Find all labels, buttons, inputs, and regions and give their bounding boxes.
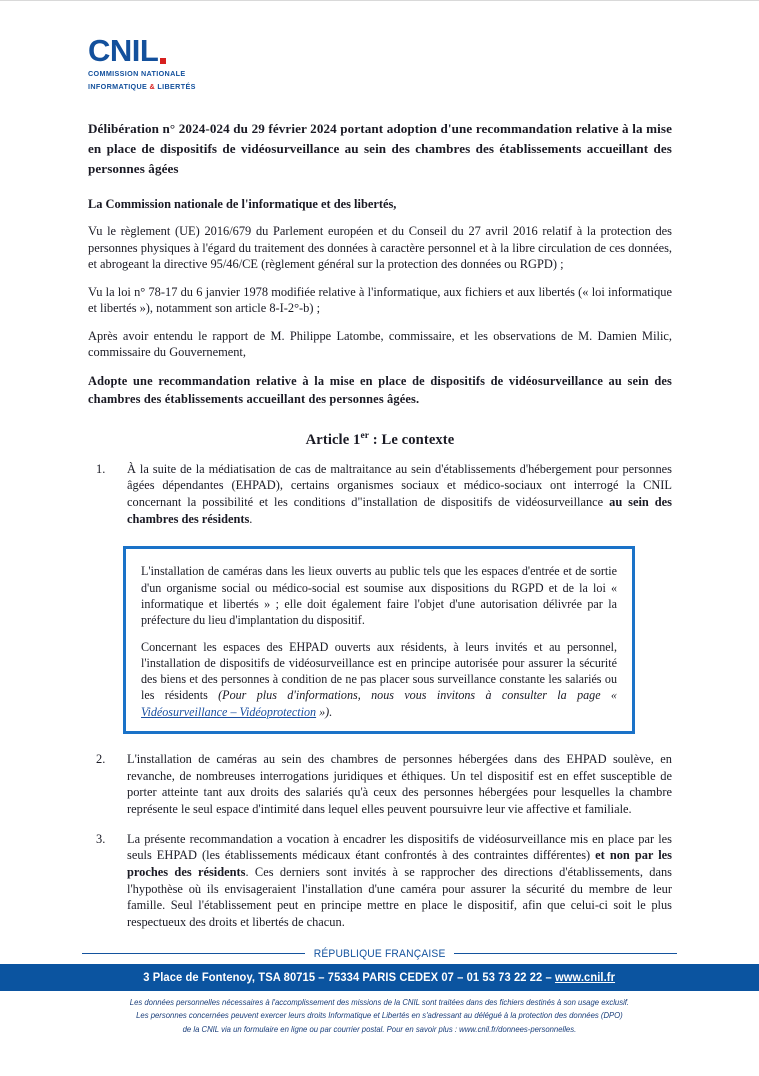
logo-subtitle-line-2-after: LIBERTÉS — [155, 82, 196, 92]
list-item-3-text-after: . Ces derniers sont invités à se rapprocher des directions d'établissements, dans l'hypothèse où ils envisageraient l'installation d'une caméra pour assurer la sécurité du membre de leur famille. Seul l'établissement peut en principe mettre en place le dispositif, afin que celui-ci soit le plus respectueux des droits et libertés de chacun. — [127, 864, 672, 929]
article-heading-superscript: er — [360, 430, 370, 441]
page-footer — [0, 948, 759, 1076]
fineprint-line-3: de la CNIL via un formulaire en ligne ou par courrier postal. Pour en savoir plus : www.cnil.fr/donnees-personnelles. — [182, 1023, 577, 1034]
list-item-3-text-before: La présente recommandation a vocation à encadrer les dispositifs de vidéosurveillance mis en place par les seuls EHPAD (les établissements médicaux étant confrontés à des contraintes différentes) — [127, 831, 672, 863]
videosurveillance-link[interactable]: Vidéosurveillance – Vidéoprotection — [141, 704, 317, 719]
logo-ampersand: & — [149, 82, 156, 92]
footer-address-inner — [144, 970, 616, 984]
cnil-logo — [88, 35, 208, 92]
callout-paragraph-2-before: Concernant les espaces des EHPAD ouverts aux résidents, à leurs invités et au personnel, l'installation de dispositifs de vidéosurveillance est en principe autorisée pour assurer la sécurité des biens et des personnes à condition de ne pas placer sous surveillance constante les salariés ou les résidents — [141, 639, 617, 703]
recital-1: Vu le règlement (UE) 2016/679 du Parlement européen et du Conseil du 27 avril 2016 relatif à la protection des personnes physiques à l'égard du traitement des données à caractère personnel et à la libre circulation de ces données, et abrogeant la directive 95/46/CE (règlement général sur la protection des données ou RGPD) ; — [88, 224, 672, 272]
list-item-1-emphasis: au sein des chambres des résidents — [127, 495, 672, 526]
cnil-website-link[interactable]: www.cnil.fr — [555, 969, 616, 984]
footer-rule-left — [82, 953, 305, 955]
document-title: Délibération n° 2024-024 du 29 février 2024 portant adoption d'une recommandation relative à la mise en place de dispositifs de vidéosurveillance au sein des chambres des établissements accueillant des personnes âgées — [88, 121, 672, 176]
list-marker-2: 2. — [96, 751, 106, 766]
callout-paragraph-1: L'installation de caméras dans les lieux ouverts au public tels que les espaces d'entrée et de sortie d'un organisme social ou médico-social est soumise aux dispositions du RGPD et de la loi « informatique et libertés » ; elle doit également faire l'objet d'une autorisation délivrée par la préfecture du lieu d'implantation du dispositif. — [141, 564, 617, 628]
document-body — [88, 119, 672, 944]
list-item — [88, 831, 672, 931]
footer-fineprint-inner — [130, 996, 629, 1036]
republic-line — [0, 948, 759, 960]
list-item — [88, 751, 672, 818]
callout-paragraph-2-after: »). — [316, 704, 333, 719]
list-marker-3: 3. — [96, 831, 106, 846]
list-item — [88, 461, 672, 528]
footer-address-bar — [0, 964, 759, 991]
logo-subtitle-line-1: COMMISSION NATIONALE — [88, 69, 186, 78]
info-callout-box — [123, 546, 635, 733]
context-list-continued — [88, 751, 672, 931]
fineprint-line-2: Les personnes concernées peuvent exercer leurs droits Informatique et Libertés en s'adressant au délégué à la protection des données (DPO) — [136, 1010, 623, 1021]
list-item-2-text: L'installation de caméras au sein des chambres de personnes hébergées dans des EHPAD soulève, en revanche, de nombreuses interrogations juridiques et éthiques. Un tel dispositif est en effet susceptible de porter atteinte tant aux droits des salariés qu'à ceux des personnes hébergées pour lesquelles la chambre représente le seul espace d'intimité dans lequel elles peuvent poursuivre leur vie affective et familiale. — [127, 751, 672, 816]
recital-3: Après avoir entendu le rapport de M. Philippe Latombe, commissaire, et les observations de M. Damien Milic, commissaire du Gouvernement, — [88, 328, 672, 360]
footer-fineprint — [0, 991, 759, 1076]
footer-rule-right — [454, 953, 677, 955]
callout-paragraph-2-italic: (Pour plus d'informations, nous vous invitons à consulter la page « — [218, 688, 617, 703]
list-item-1-text-before: À la suite de la médiatisation de cas de maltraitance au sein d'établissements d'hébergement pour personnes âgées dépendantes (EHPAD), certains organismes sociaux et médico-sociaux ont interrogé la CNIL concernant la possibilité et les conditions d"installation de dispositifs de vidéosurveillance — [127, 461, 672, 510]
context-list — [88, 461, 672, 528]
footer-address-text: 3 Place de Fontenoy, TSA 80715 – 75334 PARIS CEDEX 07 – 01 53 73 22 22 – — [143, 969, 556, 984]
list-marker-1: 1. — [96, 461, 106, 476]
adoption-statement: Adopte une recommandation relative à la mise en place de dispositifs de vidéosurveillance au sein des chambres des établissements accueillant des personnes âgées. — [88, 373, 672, 407]
list-item-3-emphasis: et non par les proches des résidents — [127, 848, 672, 879]
logo-subtitle-line-2 — [88, 82, 208, 92]
article-heading-rest: : Le contexte — [369, 431, 455, 448]
lead-paragraph: La Commission nationale de l'informatique et des libertés, — [88, 196, 397, 211]
recital-2: Vu la loi n° 78-17 du 6 janvier 1978 modifiée relative à l'informatique, aux fichiers et aux libertés (« loi informatique et libertés »), notamment son article 8-I-2°-b) ; — [88, 284, 672, 316]
callout-paragraph-2 — [141, 639, 617, 720]
logo-red-dot-icon — [160, 58, 166, 64]
logo-wordmark — [88, 35, 208, 66]
article-1-heading — [88, 431, 672, 449]
article-heading-main: Article 1 — [305, 431, 361, 448]
logo-subtitle-line-2-before: INFORMATIQUE — [88, 82, 150, 92]
list-item-1-text-after: . — [249, 511, 253, 526]
logo-wordmark-text: CNIL — [88, 33, 159, 68]
republique-francaise-label: RÉPUBLIQUE FRANÇAISE — [313, 947, 446, 960]
fineprint-line-1: Les données personnelles nécessaires à l'accomplissement des missions de la CNIL sont traitées dans des fichiers destinés à son usage exclusif. — [129, 996, 630, 1007]
